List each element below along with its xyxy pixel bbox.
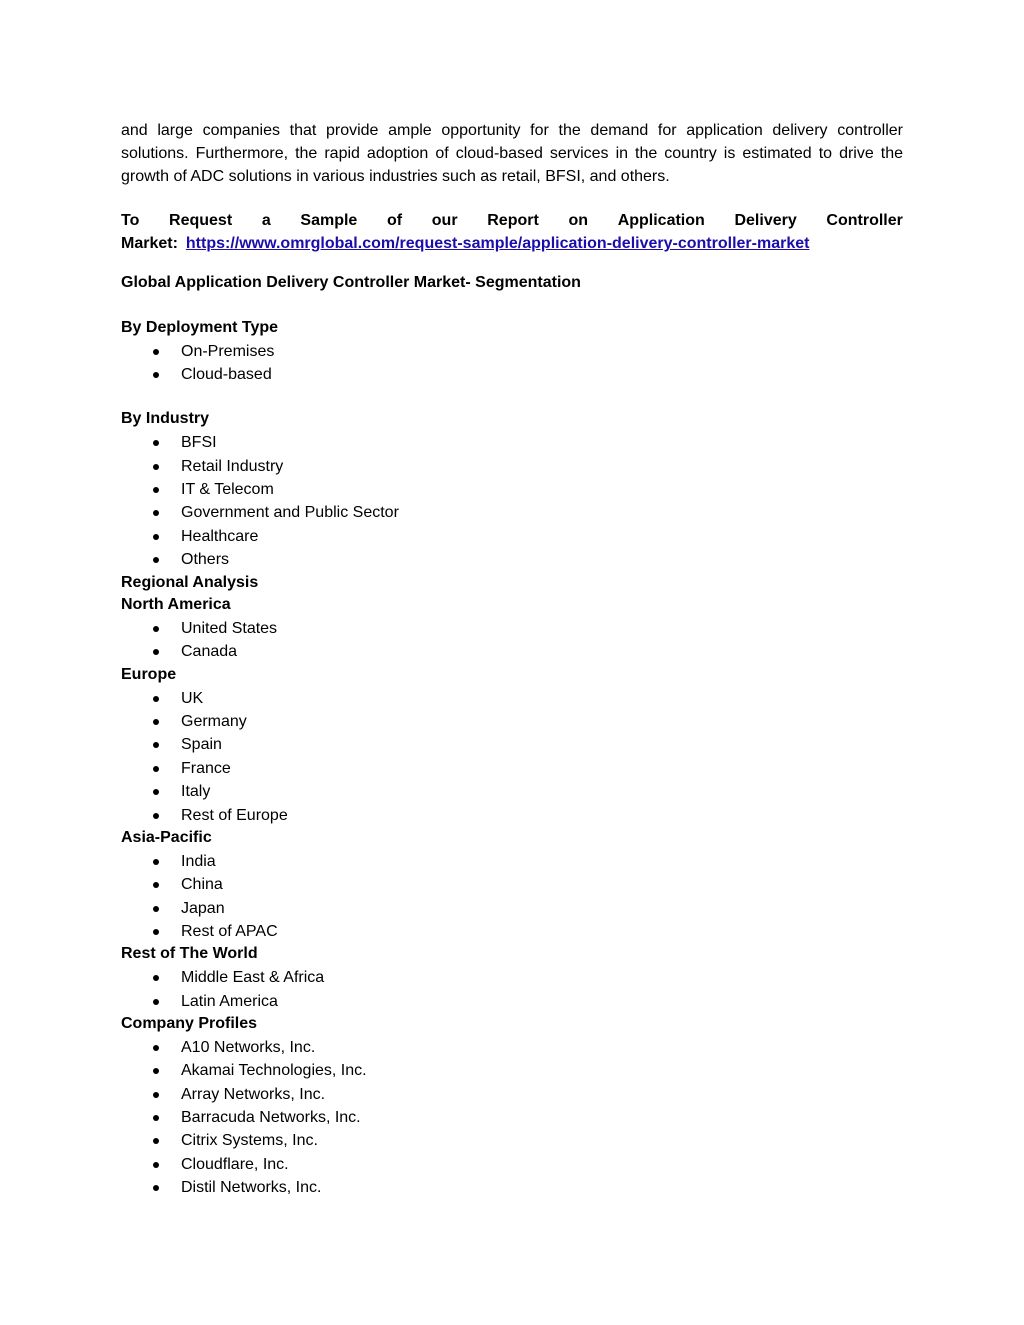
list-item — [121, 850, 903, 873]
list-item-label: Array Networks, Inc. — [181, 1085, 326, 1103]
list-item-label: Rest of APAC — [181, 922, 278, 940]
request-line — [121, 210, 903, 233]
bullet-icon — [153, 372, 159, 378]
list-item-label: On-Premises — [181, 342, 275, 360]
europe-heading: Europe — [121, 665, 177, 683]
bullet-icon — [153, 487, 159, 493]
list-item — [121, 1129, 903, 1152]
asia-pacific-heading: Asia-Pacific — [121, 829, 212, 847]
request-prefix: Market: — [121, 235, 178, 253]
list-item — [121, 1059, 903, 1082]
list-item — [121, 1176, 903, 1199]
request-link-line — [121, 233, 903, 256]
list-item-label: Middle East & Africa — [181, 969, 325, 987]
list-item — [121, 525, 903, 548]
bullet-icon — [153, 742, 159, 748]
list-item-label: United States — [181, 620, 278, 638]
bullet-icon — [153, 557, 159, 563]
deployment-list — [121, 340, 903, 387]
list-item-label: Latin America — [181, 992, 278, 1010]
list-item-label: Japan — [181, 899, 225, 917]
list-item-label: IT & Telecom — [181, 480, 274, 498]
bullet-icon — [153, 859, 159, 865]
list-item — [121, 1153, 903, 1176]
list-item — [121, 363, 903, 386]
request-word: Sample — [300, 212, 358, 230]
bullet-icon — [153, 882, 159, 888]
bullet-icon — [153, 534, 159, 540]
bullet-icon — [153, 975, 159, 981]
list-item — [121, 1036, 903, 1059]
list-item-label: Akamai Technologies, Inc. — [181, 1062, 367, 1080]
bullet-icon — [153, 440, 159, 446]
list-item — [121, 548, 903, 571]
list-item-label: Canada — [181, 643, 238, 661]
list-item — [121, 710, 903, 733]
segmentation-title: Global Application Delivery Controller Market- Segmentation — [121, 273, 581, 291]
bullet-icon — [153, 789, 159, 795]
list-item-label: India — [181, 852, 216, 870]
list-item — [121, 431, 903, 454]
company-profiles-heading: Company Profiles — [121, 1014, 258, 1032]
bullet-icon — [153, 813, 159, 819]
list-item-label: Retail Industry — [181, 457, 284, 475]
bullet-icon — [153, 349, 159, 355]
north-america-list — [121, 617, 903, 664]
request-word: a — [261, 212, 271, 230]
bullet-icon — [153, 1045, 159, 1051]
bullet-icon — [153, 1068, 159, 1074]
request-word: our — [431, 212, 458, 230]
regional-analysis-heading: Regional Analysis — [121, 573, 259, 591]
list-item — [121, 966, 903, 989]
list-item — [121, 873, 903, 896]
europe-list — [121, 687, 903, 827]
industry-list — [121, 431, 903, 571]
list-item — [121, 897, 903, 920]
list-item-label: Cloud-based — [181, 365, 272, 383]
list-item — [121, 340, 903, 363]
intro-paragraph: and large companies that provide ample opportunity for the demand for application delivery controller solutions. Furthermore, the rapid adoption of cloud-based services in the country is estimated to drive the growth of ADC solutions in various industries such as retail, BFSI, and others. — [121, 122, 903, 185]
rest-of-world-list — [121, 966, 903, 1013]
list-item-label: Italy — [181, 783, 211, 801]
list-item-label: Government and Public Sector — [181, 504, 399, 522]
list-item — [121, 1083, 903, 1106]
bullet-icon — [153, 1185, 159, 1191]
list-item — [121, 640, 903, 663]
list-item-label: Rest of Europe — [181, 806, 288, 824]
request-word: of — [387, 212, 403, 230]
rest-of-world-heading: Rest of The World — [121, 945, 258, 963]
list-item-label: Germany — [181, 713, 247, 731]
bullet-icon — [153, 649, 159, 655]
bullet-icon — [153, 1162, 159, 1168]
bullet-icon — [153, 929, 159, 935]
list-item-label: France — [181, 759, 231, 777]
list-item-label: Healthcare — [181, 527, 259, 545]
request-word: on — [568, 212, 589, 230]
company-profiles-list — [121, 1036, 903, 1200]
document-page — [121, 120, 903, 1199]
bullet-icon — [153, 510, 159, 516]
industry-heading: By Industry — [121, 410, 210, 428]
request-word: Report — [487, 212, 539, 230]
list-item-label: China — [181, 876, 223, 894]
list-item-label: UK — [181, 689, 204, 707]
list-item — [121, 1106, 903, 1129]
list-item-label: Cloudflare, Inc. — [181, 1155, 289, 1173]
north-america-heading: North America — [121, 596, 231, 614]
asia-pacific-list — [121, 850, 903, 944]
list-item-label: Citrix Systems, Inc. — [181, 1132, 318, 1150]
list-item — [121, 617, 903, 640]
list-item — [121, 687, 903, 710]
list-item — [121, 733, 903, 756]
deployment-heading: By Deployment Type — [121, 318, 279, 336]
list-item — [121, 757, 903, 780]
request-word: Application — [617, 212, 705, 230]
bullet-icon — [153, 464, 159, 470]
bullet-icon — [153, 766, 159, 772]
request-sample-link[interactable]: https://www.omrglobal.com/request-sample/application-delivery-controller-market — [185, 235, 810, 253]
request-sample-block — [121, 210, 903, 256]
list-item — [121, 920, 903, 943]
request-word: Delivery — [734, 212, 797, 230]
list-item-label: Others — [181, 551, 230, 569]
request-word: Controller — [826, 212, 903, 230]
bullet-icon — [153, 1115, 159, 1121]
list-item — [121, 455, 903, 478]
list-item — [121, 804, 903, 827]
bullet-icon — [153, 626, 159, 632]
list-item-label: Barracuda Networks, Inc. — [181, 1108, 361, 1126]
list-item-label: Distil Networks, Inc. — [181, 1179, 322, 1197]
list-item — [121, 478, 903, 501]
bullet-icon — [153, 696, 159, 702]
bullet-icon — [153, 906, 159, 912]
list-item-label: A10 Networks, Inc. — [181, 1038, 316, 1056]
list-item — [121, 780, 903, 803]
list-item — [121, 990, 903, 1013]
request-word: To — [121, 212, 140, 230]
list-item-label: BFSI — [181, 434, 217, 452]
list-item-label: Spain — [181, 736, 222, 754]
list-item — [121, 501, 903, 524]
bullet-icon — [153, 1138, 159, 1144]
bullet-icon — [153, 1092, 159, 1098]
bullet-icon — [153, 719, 159, 725]
request-word: Request — [169, 212, 233, 230]
bullet-icon — [153, 999, 159, 1005]
